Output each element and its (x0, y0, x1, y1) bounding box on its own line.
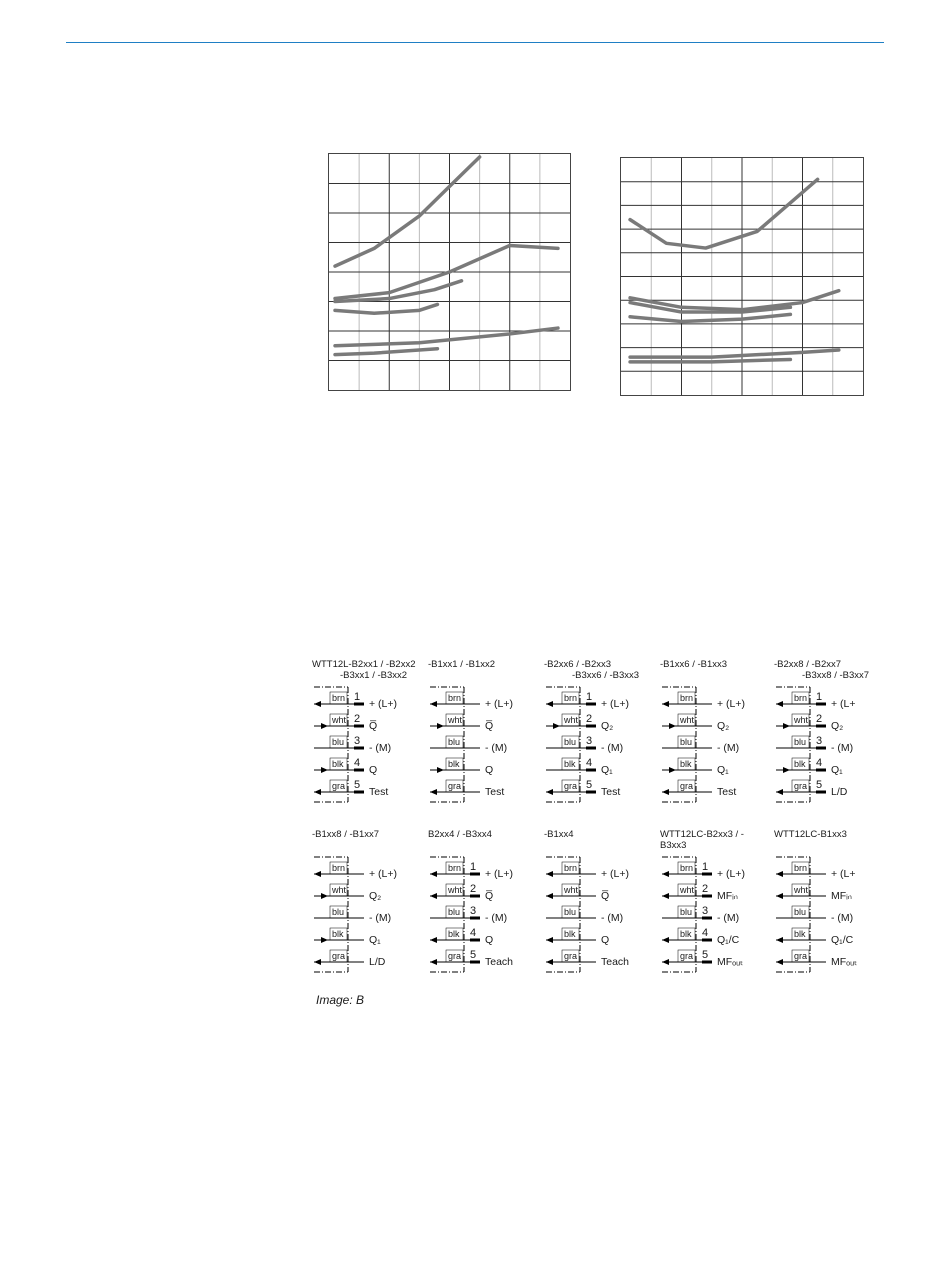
signal-label: Q₁ (831, 764, 843, 776)
arrow-left-icon (314, 959, 321, 965)
arrow-left-icon (314, 789, 321, 795)
wiring-title-line: -B1xx8 / -B1xx7 (312, 829, 380, 840)
wiring-title-line: -B3xx6 / -B3xx3 (572, 670, 640, 681)
wiring-title-line: -B1xx6 / -B1xx3 (660, 659, 728, 670)
signal-label: + (L+) (717, 868, 746, 880)
signal-label: Q̅ (369, 720, 378, 732)
wire-color-label: blk (564, 929, 576, 939)
wiring-title-line: WTT12L-B2xx1 / -B2xx2 (312, 659, 416, 670)
signal-label: MFₒᵤₜ (831, 956, 858, 968)
arrow-left-icon (430, 871, 437, 877)
arrow-right-icon (321, 723, 328, 729)
signal-label: Teach (601, 956, 630, 968)
arrow-left-icon (776, 871, 783, 877)
pin-number: 2 (354, 713, 361, 725)
arrow-right-icon (783, 767, 790, 773)
arrow-left-icon (546, 701, 553, 707)
chart-2-series-5 (630, 350, 839, 357)
arrow-left-icon (430, 701, 437, 707)
chart-1-series-6 (335, 349, 437, 355)
pin-number: 1 (586, 691, 593, 703)
signal-label: Q₁ (717, 764, 729, 776)
arrow-right-icon (783, 723, 790, 729)
wire-color-label: blu (332, 907, 345, 917)
wiring-diagram (312, 659, 422, 809)
arrow-left-icon (546, 893, 553, 899)
arrow-left-icon (662, 789, 669, 795)
wiring-title (312, 659, 422, 681)
signal-label: Q̅ (601, 890, 610, 902)
wire-color-label: brn (448, 863, 462, 873)
wiring-title-line: B2xx4 / -B3xx4 (428, 829, 492, 840)
wiring-title-line: -B2xx8 / -B2xx7 (774, 659, 842, 670)
wiring-diagram (544, 659, 654, 809)
arrow-right-icon (321, 937, 328, 943)
arrow-left-icon (662, 959, 669, 965)
chart-2-series-1 (630, 179, 818, 248)
wiring-lines (312, 829, 422, 979)
wire-color-label: gra (448, 951, 462, 961)
signal-label: Q₂ (601, 720, 614, 732)
signal-label: Test (369, 786, 389, 798)
pin-number: 5 (354, 779, 361, 791)
wiring-lines (774, 829, 884, 979)
signal-label: + (L+) (485, 698, 514, 710)
signal-label: - (M) (717, 742, 740, 754)
wire-color-label: brn (564, 693, 578, 703)
signal-label: - (M) (485, 742, 508, 754)
arrow-left-icon (662, 871, 669, 877)
wiring-diagram (774, 829, 884, 979)
chart-right-svg (621, 158, 863, 395)
arrow-left-icon (776, 789, 783, 795)
signal-label: Q₁/C (717, 934, 740, 946)
wire-color-label: brn (564, 863, 578, 873)
wiring-lines (660, 829, 770, 979)
signal-label: Q̅ (485, 720, 494, 732)
arrow-left-icon (662, 893, 669, 899)
wire-color-label: blu (564, 907, 577, 917)
wire-color-label: gra (564, 781, 578, 791)
wiring-title-line: -B1xx1 / -B1xx2 (428, 659, 496, 670)
wire-color-label: blk (564, 759, 576, 769)
arrow-left-icon (314, 701, 321, 707)
wire-color-label: blu (332, 737, 345, 747)
wire-color-label: brn (332, 863, 346, 873)
header-rule (66, 42, 884, 43)
wire-color-label: brn (680, 863, 694, 873)
signal-label: - (M) (485, 912, 508, 924)
pin-number: 5 (816, 779, 823, 791)
signal-label: Q₂ (831, 720, 844, 732)
chart-left-svg (329, 154, 570, 390)
signal-label: + (L+ (831, 868, 856, 880)
wire-color-label: gra (448, 781, 462, 791)
wiring-title (428, 659, 538, 670)
signal-label: Q₂ (369, 890, 382, 902)
wire-color-label: blk (794, 929, 806, 939)
signal-label: Q̅ (485, 890, 494, 902)
wiring-diagram (428, 829, 538, 979)
wiring-lines (544, 659, 654, 809)
signal-label: Q (601, 934, 610, 946)
signal-label: - (M) (831, 742, 854, 754)
wire-color-label: blk (794, 759, 806, 769)
wiring-title (774, 659, 884, 681)
pin-number: 4 (816, 757, 823, 769)
wire-color-label: blk (680, 929, 692, 939)
arrow-left-icon (546, 789, 553, 795)
wiring-title-line: WTT12LC-B2xx3 / -B3xx3 (660, 829, 744, 851)
wire-color-label: blk (332, 759, 344, 769)
pin-number: 4 (586, 757, 593, 769)
signal-label: Q₁/C (831, 934, 854, 946)
wiring-diagram (660, 829, 770, 979)
wiring-title (312, 829, 422, 840)
wire-color-label: wht (680, 715, 695, 725)
chart-1-series-4 (335, 304, 437, 313)
arrow-left-icon (776, 893, 783, 899)
signal-label: - (M) (601, 912, 624, 924)
wire-color-label: wht (332, 885, 347, 895)
signal-label: + (L+) (601, 698, 630, 710)
wire-color-label: blu (448, 907, 461, 917)
signal-label: Test (485, 786, 505, 798)
wire-color-label: brn (794, 863, 808, 873)
wire-color-label: blu (794, 737, 807, 747)
wire-color-label: wht (564, 885, 579, 895)
wiring-title-line: -B2xx6 / -B2xx3 (544, 659, 612, 670)
pin-number: 3 (702, 905, 709, 917)
wire-color-label: gra (680, 951, 694, 961)
characteristic-chart-right (620, 157, 864, 396)
pin-number: 3 (816, 735, 823, 747)
wiring-lines (660, 659, 770, 809)
arrow-left-icon (546, 871, 553, 877)
wiring-title (774, 829, 884, 840)
arrow-left-icon (776, 959, 783, 965)
signal-label: Teach (485, 956, 514, 968)
signal-label: Q₂ (717, 720, 730, 732)
pin-number: 1 (354, 691, 361, 703)
arrow-right-icon (437, 767, 444, 773)
signal-label: + (L+) (601, 868, 630, 880)
wire-color-label: blu (794, 907, 807, 917)
signal-label: MFᵢₙ (831, 890, 852, 902)
chart-2-series-6 (630, 359, 790, 361)
pin-number: 5 (470, 949, 477, 961)
pin-number: 3 (470, 905, 477, 917)
pin-number: 2 (586, 713, 593, 725)
signal-label: L/D (369, 956, 386, 968)
arrow-left-icon (430, 959, 437, 965)
signal-label: Q (485, 934, 494, 946)
arrow-right-icon (321, 893, 328, 899)
wiring-title-line: -B1xx4 (544, 829, 574, 840)
signal-label: + (L+) (369, 868, 398, 880)
arrow-left-icon (662, 701, 669, 707)
wire-color-label: blu (680, 907, 693, 917)
wiring-title (660, 829, 770, 851)
wiring-diagram (312, 829, 422, 979)
signal-label: - (M) (369, 742, 392, 754)
wire-color-label: gra (794, 951, 808, 961)
pin-number: 1 (702, 861, 709, 873)
signal-label: Q₁ (369, 934, 381, 946)
arrow-right-icon (669, 723, 676, 729)
wiring-title-line: WTT12LC-B1xx3 (774, 829, 847, 840)
signal-label: + (L+) (485, 868, 514, 880)
signal-label: - (M) (717, 912, 740, 924)
wiring-diagram (544, 829, 654, 979)
wiring-title (428, 829, 538, 840)
wire-color-label: gra (564, 951, 578, 961)
wiring-title (544, 659, 654, 681)
wire-color-label: blk (448, 929, 460, 939)
signal-label: MFₒᵤₜ (717, 956, 744, 968)
wiring-diagram (428, 659, 538, 809)
pin-number: 4 (354, 757, 361, 769)
wire-color-label: gra (794, 781, 808, 791)
signal-label: Test (601, 786, 621, 798)
arrow-left-icon (430, 893, 437, 899)
characteristic-chart-left (328, 153, 571, 391)
wiring-title (544, 829, 654, 840)
arrow-left-icon (546, 937, 553, 943)
wire-color-label: wht (448, 715, 463, 725)
pin-number: 1 (816, 691, 823, 703)
wire-color-label: gra (680, 781, 694, 791)
pin-number: 2 (816, 713, 823, 725)
signal-label: L/D (831, 786, 848, 798)
chart-2-series-4 (630, 314, 790, 321)
wiring-title-line: -B3xx8 / -B3xx7 (802, 670, 870, 681)
pin-number: 3 (586, 735, 593, 747)
wire-color-label: blk (680, 759, 692, 769)
wire-color-label: brn (680, 693, 694, 703)
wiring-lines (312, 659, 422, 809)
wire-color-label: wht (564, 715, 579, 725)
wire-color-label: blu (564, 737, 577, 747)
wire-color-label: brn (448, 693, 462, 703)
pin-number: 2 (702, 883, 709, 895)
signal-label: - (M) (369, 912, 392, 924)
pin-number: 2 (470, 883, 477, 895)
arrow-left-icon (776, 937, 783, 943)
signal-label: + (L+ (831, 698, 856, 710)
wire-color-label: wht (332, 715, 347, 725)
pin-number: 5 (702, 949, 709, 961)
wire-color-label: gra (332, 951, 346, 961)
wire-color-label: blu (680, 737, 693, 747)
wiring-lines (774, 659, 884, 809)
wiring-title-line: -B3xx1 / -B3xx2 (340, 670, 408, 681)
wiring-title (660, 659, 770, 670)
signal-label: Q₁ (601, 764, 613, 776)
pin-number: 5 (586, 779, 593, 791)
wiring-diagram (774, 659, 884, 809)
wire-color-label: brn (332, 693, 346, 703)
image-caption: Image: B (316, 993, 365, 1007)
wiring-lines (428, 829, 538, 979)
wiring-lines (544, 829, 654, 979)
wire-color-label: wht (794, 885, 809, 895)
wiring-diagram (660, 659, 770, 809)
wire-color-label: blu (448, 737, 461, 747)
wire-color-label: brn (794, 693, 808, 703)
pin-number: 3 (354, 735, 361, 747)
wire-color-label: wht (448, 885, 463, 895)
signal-label: - (M) (831, 912, 854, 924)
arrow-left-icon (662, 937, 669, 943)
chart-1-series-1 (335, 157, 480, 266)
arrow-right-icon (321, 767, 328, 773)
signal-label: Q (369, 764, 378, 776)
signal-label: + (L+) (717, 698, 746, 710)
pin-number: 1 (470, 861, 477, 873)
wire-color-label: gra (332, 781, 346, 791)
pin-number: 4 (702, 927, 709, 939)
arrow-right-icon (669, 767, 676, 773)
wire-color-label: blk (332, 929, 344, 939)
wire-color-label: blk (448, 759, 460, 769)
arrow-right-icon (553, 723, 560, 729)
signal-label: Q (485, 764, 494, 776)
arrow-left-icon (776, 701, 783, 707)
arrow-right-icon (437, 723, 444, 729)
wire-color-label: wht (794, 715, 809, 725)
arrow-left-icon (430, 937, 437, 943)
signal-label: + (L+) (369, 698, 398, 710)
signal-label: MFᵢₙ (717, 890, 738, 902)
pin-number: 4 (470, 927, 477, 939)
signal-label: Test (717, 786, 737, 798)
arrow-left-icon (546, 959, 553, 965)
wire-color-label: wht (680, 885, 695, 895)
signal-label: - (M) (601, 742, 624, 754)
wiring-lines (428, 659, 538, 809)
arrow-left-icon (314, 871, 321, 877)
arrow-left-icon (430, 789, 437, 795)
